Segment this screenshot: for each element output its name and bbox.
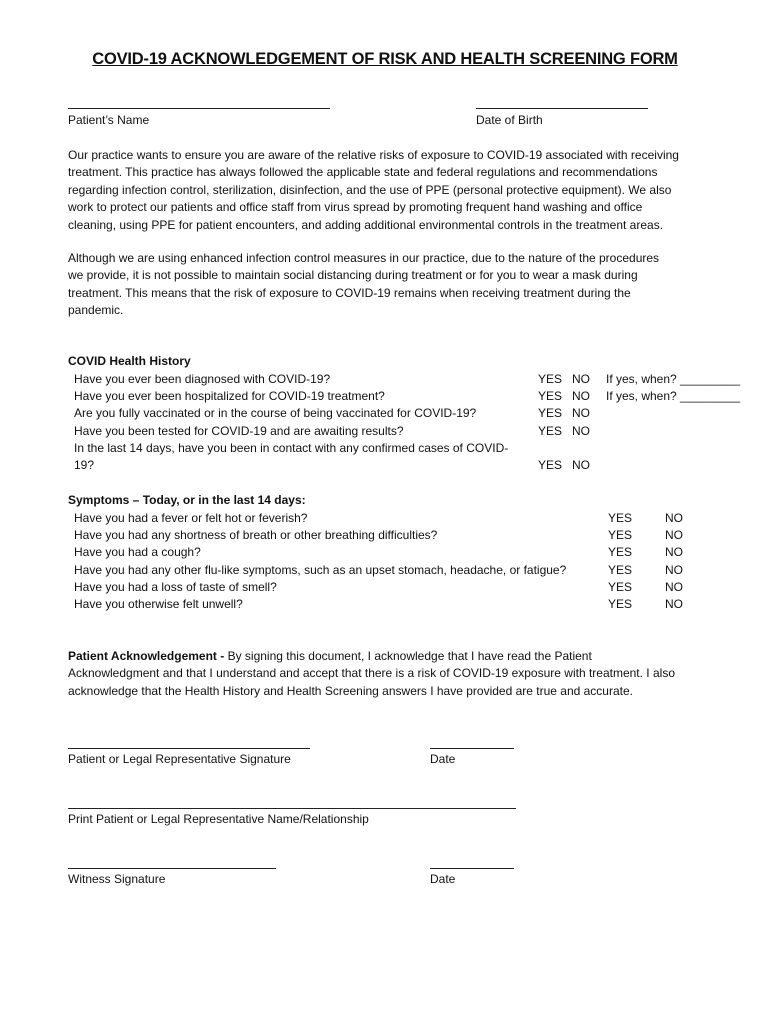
acknowledgement-paragraph — [68, 648, 718, 700]
yes-option[interactable]: YES — [608, 580, 633, 594]
symptom-question: Have you had a fever or felt hot or feverish? — [74, 511, 308, 525]
symptom-question: Have you otherwise felt unwell? — [74, 597, 243, 611]
text-line: regarding infection control, sterilization, disinfection, and the use of PPE (personal protective equipment). We also — [68, 182, 672, 197]
yes-option[interactable]: YES — [608, 528, 633, 542]
no-option[interactable]: NO — [665, 597, 683, 611]
history-question: Have you ever been diagnosed with COVID-19? — [74, 372, 331, 386]
print-name-line[interactable] — [68, 808, 516, 809]
symptom-question: Have you had a loss of taste of smell? — [74, 580, 277, 594]
if-yes-when-field[interactable]: If yes, when? _________ — [606, 372, 741, 386]
print-name-label: Print Patient or Legal Representative Name/Relationship — [68, 812, 369, 826]
intro-paragraph-2 — [68, 250, 704, 320]
yes-option[interactable]: YES — [608, 511, 633, 525]
patient-name-line[interactable] — [68, 108, 330, 109]
no-option[interactable]: NO — [572, 372, 590, 386]
no-option[interactable]: NO — [572, 424, 590, 438]
witness-date-line[interactable] — [430, 868, 514, 869]
yes-option[interactable]: YES — [538, 372, 563, 386]
yes-option[interactable]: YES — [608, 563, 633, 577]
yes-option[interactable]: YES — [608, 597, 633, 611]
dob-line[interactable] — [476, 108, 648, 109]
yes-option[interactable]: YES — [538, 458, 563, 472]
no-option[interactable]: NO — [665, 580, 683, 594]
symptom-question: Have you had any other flu-like symptoms, such as an upset stomach, headache, or fatigue? — [74, 563, 567, 577]
intro-paragraph-1 — [68, 147, 714, 234]
text-line: pandemic. — [68, 303, 124, 318]
no-option[interactable]: NO — [665, 528, 683, 542]
if-yes-when-field[interactable]: If yes, when? _________ — [606, 389, 741, 403]
no-option[interactable]: NO — [665, 511, 683, 525]
text-line: Acknowledgment and that I understand and accept that there is a risk of COVID-19 exposure with treatment. I also — [68, 666, 675, 681]
yes-option[interactable]: YES — [608, 545, 633, 559]
witness-date-label: Date — [430, 872, 456, 886]
patient-signature-line[interactable] — [68, 748, 310, 749]
text-line: acknowledge that the Health History and Health Screening answers I have provided are true and accurate. — [68, 683, 633, 698]
no-option[interactable]: NO — [572, 389, 590, 403]
yes-option[interactable]: YES — [538, 389, 563, 403]
patient-name-label: Patient’s Name — [68, 113, 150, 127]
text-line — [68, 648, 718, 665]
history-question: Are you fully vaccinated or in the course of being vaccinated for COVID-19? — [74, 406, 477, 420]
text-line: work to protect our patients and office staff from virus spread by promoting frequent hand washing and office — [68, 200, 643, 215]
text-line: we provide, it is not possible to maintain social distancing during treatment or for you to wear a mask during — [68, 268, 638, 283]
history-heading: COVID Health History — [68, 354, 191, 368]
text-line: treatment. This practice has always followed the applicable state and federal regulations and recommendations — [68, 165, 658, 180]
symptom-question: Have you had any shortness of breath or other breathing difficulties? — [74, 528, 438, 542]
no-option[interactable]: NO — [665, 545, 683, 559]
yes-option[interactable]: YES — [538, 424, 563, 438]
signature-date-label: Date — [430, 752, 456, 766]
no-option[interactable]: NO — [572, 406, 590, 420]
no-option[interactable]: NO — [572, 458, 590, 472]
history-question-continued: 19? — [74, 458, 95, 472]
history-question: Have you been tested for COVID-19 and are awaiting results? — [74, 424, 404, 438]
form-title: COVID-19 ACKNOWLEDGEMENT OF RISK AND HEALTH SCREENING FORM — [92, 50, 678, 68]
witness-signature-label: Witness Signature — [68, 872, 166, 886]
witness-signature-line[interactable] — [68, 868, 276, 869]
yes-option[interactable]: YES — [538, 406, 563, 420]
symptoms-heading: Symptoms – Today, or in the last 14 days: — [68, 493, 306, 507]
text-line: treatment. This means that the risk of exposure to COVID-19 remains when receiving treatment during the — [68, 285, 631, 300]
acknowledgement-heading: Patient Acknowledgement - — [68, 649, 225, 663]
history-question: In the last 14 days, have you been in contact with any confirmed cases of COVID- — [74, 441, 509, 455]
symptom-question: Have you had a cough? — [74, 545, 201, 559]
history-question: Have you ever been hospitalized for COVID-19 treatment? — [74, 389, 385, 403]
signature-date-line[interactable] — [430, 748, 514, 749]
text-line: cleaning, using PPE for patient encounters, and adding additional environmental controls in the treatment areas. — [68, 217, 664, 232]
no-option[interactable]: NO — [665, 563, 683, 577]
patient-signature-label: Patient or Legal Representative Signature — [68, 752, 291, 766]
dob-label: Date of Birth — [476, 113, 543, 127]
text-line: Although we are using enhanced infection control measures in our practice, due to the nature of the procedures — [68, 251, 660, 265]
acknowledgement-text: By signing this document, I acknowledge that I have read the Patient — [224, 649, 592, 663]
text-line: Our practice wants to ensure you are aware of the relative risks of exposure to COVID-19 associated with receiving — [68, 148, 679, 162]
